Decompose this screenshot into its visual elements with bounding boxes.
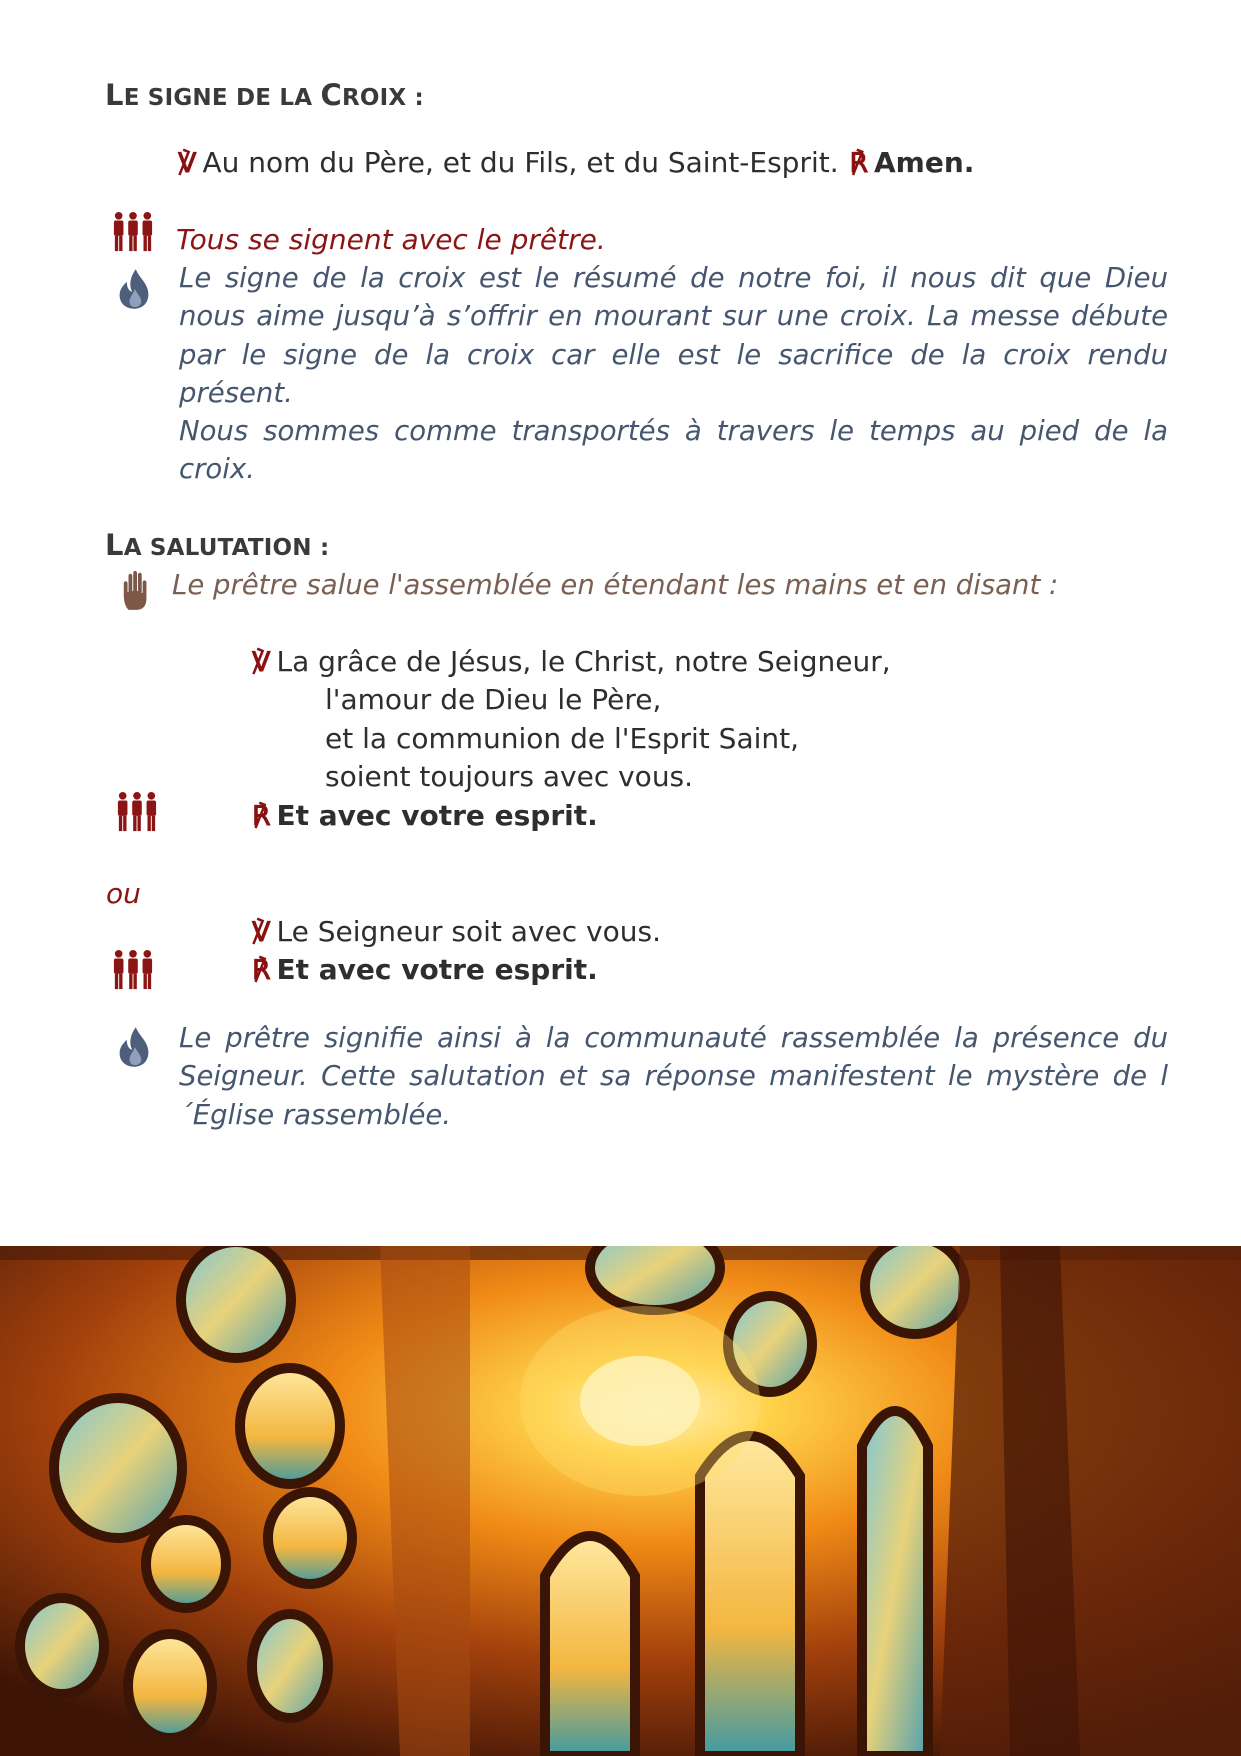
commentary-sign-of-cross bbox=[179, 259, 1168, 489]
people-icon bbox=[116, 791, 158, 833]
commentary-paragraph: Nous sommes comme transportés à travers le temps au pied de la croix. bbox=[179, 415, 1168, 486]
section-heading-salutation: LA SALUTATION : bbox=[105, 528, 330, 562]
rubric-all-sign: Tous se signent avec le prêtre. bbox=[176, 223, 606, 256]
stained-glass-illustration bbox=[0, 1246, 1241, 1756]
people-icon bbox=[112, 211, 154, 253]
gesture-instruction: Le prêtre salue l'assemblée en étendant les mains et en disant : bbox=[172, 569, 1059, 601]
alternative-label: ou bbox=[106, 877, 141, 910]
response-icon: ℟ bbox=[252, 955, 271, 986]
flame-icon bbox=[116, 266, 152, 312]
versicle-icon: ℣ bbox=[252, 647, 271, 678]
flame-icon bbox=[116, 1024, 152, 1070]
stained-glass-photo bbox=[0, 1246, 1241, 1756]
greeting-line-2: l'amour de Dieu le Père, bbox=[325, 683, 662, 716]
greeting-line-3: et la communion de l'Esprit Saint, bbox=[325, 722, 800, 755]
greeting-response: ℟ Et avec votre esprit. bbox=[252, 799, 598, 832]
response-icon: ℟ bbox=[849, 148, 869, 179]
alt-response: ℟ Et avec votre esprit. bbox=[252, 953, 598, 986]
versicle-icon: ℣ bbox=[252, 917, 271, 948]
versicle-icon: ℣ bbox=[178, 148, 197, 179]
commentary-salutation: Le prêtre signifie ainsi à la communauté rassemblée la présence du Seigneur. Cette salutation et sa réponse manifestent le mystère de l´Église rassemblée. bbox=[179, 1022, 1168, 1131]
greeting-line-1: ℣ La grâce de Jésus, le Christ, notre Seigneur, bbox=[252, 645, 891, 678]
section-heading-sign-of-cross: LE SIGNE DE LA CROIX : bbox=[105, 78, 424, 112]
invocation-text: Au nom du Père, et du Fils, et du Saint-Esprit. bbox=[202, 146, 839, 179]
greeting-line-4: soient toujours avec vous. bbox=[325, 760, 694, 793]
response-amen: Amen. bbox=[874, 146, 975, 179]
people-icon bbox=[112, 949, 154, 991]
commentary-paragraph: Le signe de la croix est le résumé de notre foi, il nous dit que Dieu nous aime jusqu’à s’offrir en mourant sur une croix. La messe débute par le signe de la croix car elle est le sacrifice de la croix rendu présent. bbox=[179, 262, 1168, 409]
sign-of-cross-invocation bbox=[178, 144, 974, 183]
alt-greeting: ℣ Le Seigneur soit avec vous. bbox=[252, 915, 661, 948]
hand-icon bbox=[120, 568, 154, 612]
response-icon: ℟ bbox=[252, 801, 271, 832]
